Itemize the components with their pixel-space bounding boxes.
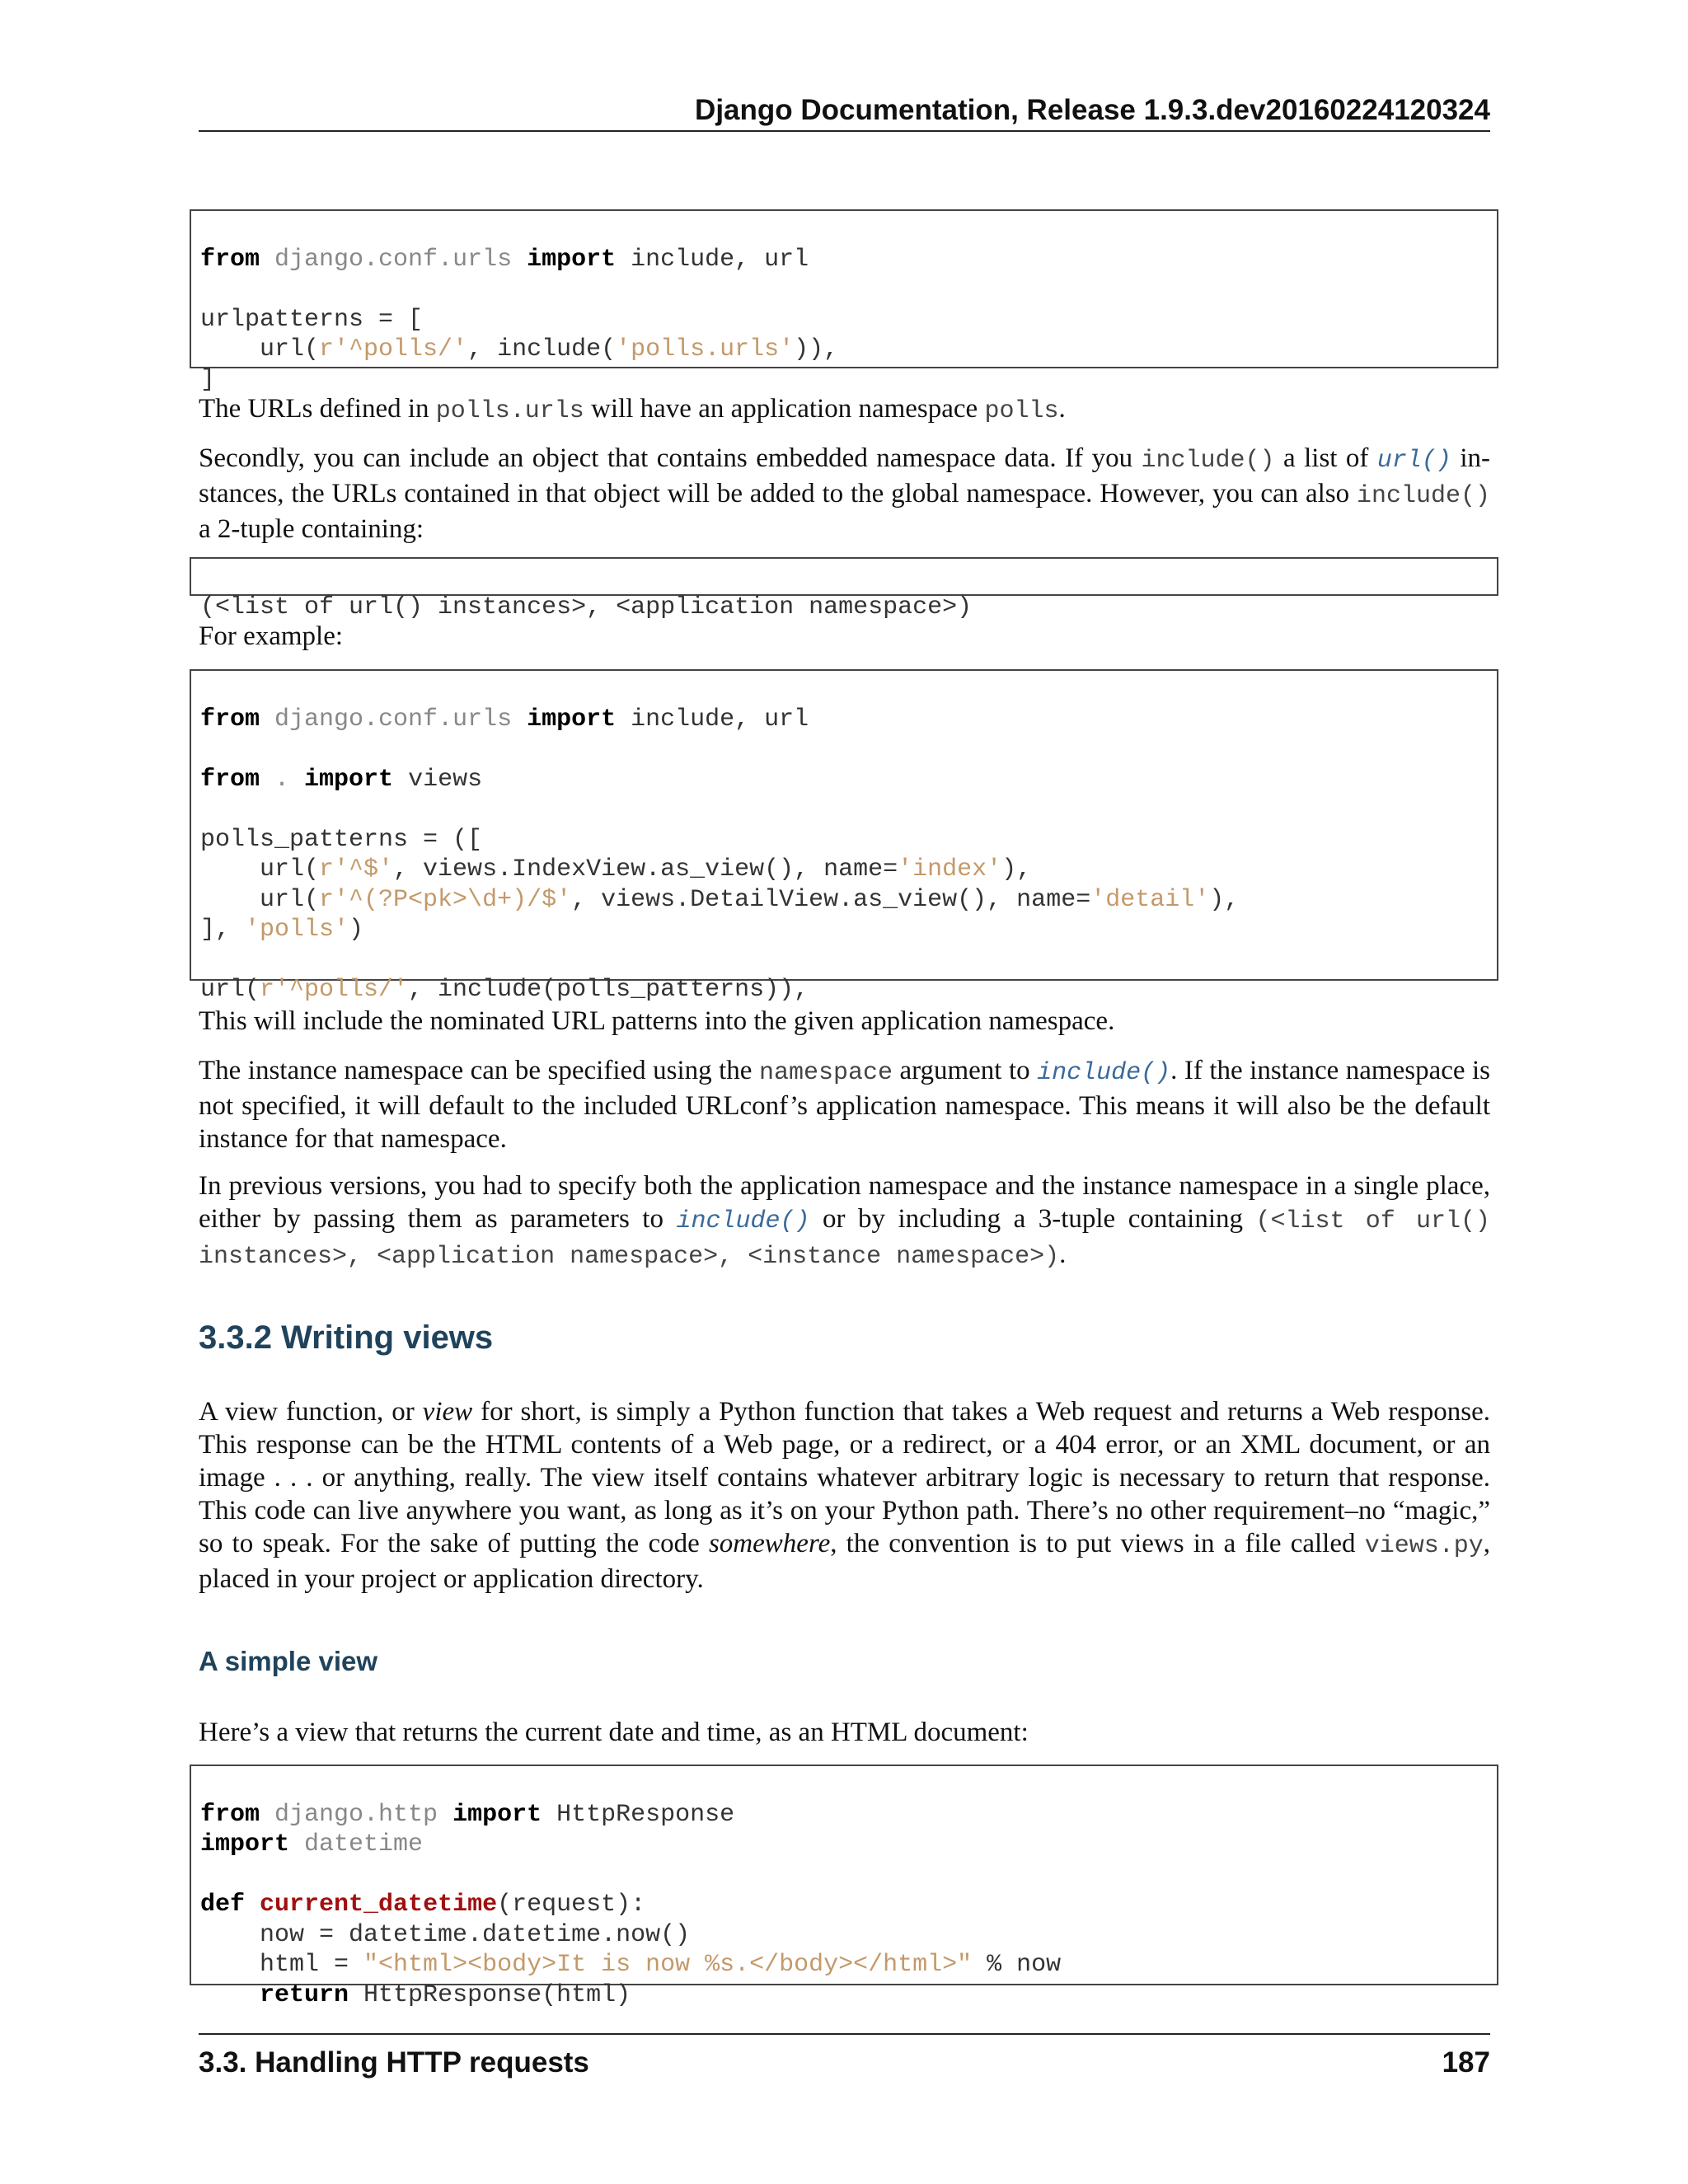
paragraph-urls-defined: The URLs defined in polls.urls will have an application namespace polls. — [199, 394, 1066, 425]
code-line: from . import views — [200, 765, 483, 794]
code-line: html = "<html><body>It is now %s.</body></html>" % now — [200, 1951, 1062, 1979]
page-footer — [199, 2042, 1490, 2083]
code-line: now = datetime.datetime.now() — [200, 1920, 691, 1949]
code-line: import datetime — [200, 1830, 424, 1858]
code-line: from django.conf.urls import include, url — [200, 245, 809, 274]
paragraph-previous-versions: In previous versions, you had to specify both the application namespace and the instance namespace in a single place, either by passing them as parameters to include() or by including a 3-tuple containing (<list of url() instances>, <application namespace>, <instance namespace>). — [199, 1171, 1491, 1271]
paragraph-nominated-patterns: This will include the nominated URL patterns into the given application namespace. — [199, 1006, 1115, 1036]
code-line — [200, 274, 1489, 305]
code-line: return HttpResponse(html) — [260, 1980, 631, 2009]
running-header: Django Documentation, Release 1.9.3.dev20160224120324 — [199, 91, 1490, 132]
subsection-heading-simple-view: A simple view — [199, 1646, 378, 1676]
footer-section-title: 3.3. Handling HTTP requests — [199, 2046, 589, 2079]
paragraph-heres-a-view: Here’s a view that returns the current date and time, as an HTML document: — [199, 1718, 1029, 1747]
footer-rule — [199, 2033, 1490, 2035]
code-line: def current_datetime(request): — [200, 1891, 646, 1919]
code-block-polls-patterns — [190, 669, 1498, 1004]
url-function-link[interactable]: url() — [1376, 447, 1451, 475]
include-function-link[interactable]: include() — [1037, 1059, 1171, 1087]
paragraph-instance-namespace: The instance namespace can be specified using the namespace argument to include(). If the instance namespace is not specified, it will default to the included URLconf’s application namespace. This means it will also be the default instance for that namespace. — [199, 1056, 1491, 1154]
code-line: from django.conf.urls import include, url — [200, 705, 809, 733]
code-line: url(r'^polls/', include('polls.urls')), — [200, 335, 839, 363]
code-block-urls-include — [190, 209, 1498, 394]
code-line — [200, 734, 1489, 765]
code-line: ] — [200, 365, 216, 394]
code-line — [200, 1860, 1489, 1891]
paragraph-embedded-namespace: Secondly, you can include an object that contains embedded namespace data. If you include() a list of url() in-stances, the URLs contained in that object will be added to the global namespace. However, you can also include() a 2-tuple containing: — [199, 443, 1490, 544]
code-line: urlpatterns = [ — [200, 305, 424, 334]
code-block-tuple-format — [190, 557, 1498, 621]
paragraph-view-function: A view function, or view for short, is simply a Python function that takes a Web request and returns a Web response. This response can be the HTML contents of a Web page, or a redirect, or a 404 error, or an XML document, or an image . . . or anything, really. The view itself contains whatever arbitrary logic is necessary to return that response. This code can live anywhere you want, as long as it’s on your Python path. There’s no other requirement–no “magic,” so to speak. For the sake of putting the code somewhere, the convention is to put views in a file called views.py, placed in your project or application directory. — [199, 1397, 1490, 1594]
code-line: url(r'^$', views.IndexView.as_view(), name='index'), — [200, 855, 1032, 883]
include-function-link[interactable]: include() — [676, 1207, 810, 1235]
code-line: ], 'polls') — [200, 916, 364, 944]
paragraph-for-example: For example: — [199, 621, 344, 651]
code-line — [200, 945, 1489, 976]
code-line: from django.http import HttpResponse — [200, 1800, 735, 1829]
code-line: (<list of url() instances>, <application namespace>) — [200, 593, 973, 621]
code-line: url(r'^(?P<pk>\d+)/$', views.DetailView.as_view(), name='detail'), — [200, 885, 1240, 914]
page-number: 187 — [1442, 2046, 1490, 2079]
code-line: polls_patterns = ([ — [200, 825, 483, 854]
code-line: url(r'^polls/', include(polls_patterns)), — [200, 976, 809, 1004]
code-block-current-datetime — [190, 1765, 1498, 2009]
code-line — [200, 794, 1489, 825]
section-heading-writing-views: 3.3.2 Writing views — [199, 1319, 494, 1356]
